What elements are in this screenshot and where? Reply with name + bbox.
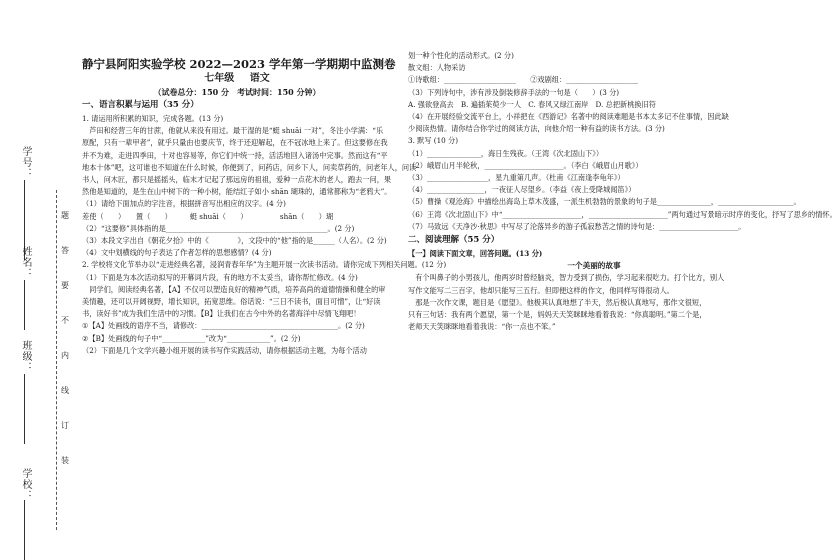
name-line	[24, 280, 25, 330]
essay-title: 一个美丽的故事	[567, 261, 621, 271]
essay-line: 老师天天笑眯眯地看着我说：“你一点也不笨。”	[408, 322, 556, 332]
seal-dashed-line	[56, 190, 57, 530]
passage-line: 并不为难，走进四季田，十对也容易等，你它们中统一持，活活地回入诸汤中完事。然而这有“平	[82, 150, 388, 160]
question-line: ①诗歌组：____________________ ②戏剧组：____________________	[408, 75, 639, 85]
class-line	[24, 374, 25, 444]
exam-meta: （试卷总分：150 分 考试时间：150 分钟）	[153, 87, 321, 97]
section-heading: 二、阅读理解（55 分）	[408, 235, 500, 246]
question-line: （3）下列诗句中，涉有涉及倒装修辞手法的一句是（ ）(3 分)	[408, 87, 620, 97]
question-line: ①【A】处画线的语序不当，请修改：______________________________________。(2 分)	[82, 321, 365, 331]
dictation-line: （4）________________，一夜征人尽望乡。（李益《夜上受降城闻笛》）	[408, 185, 636, 195]
reading-instruction: 【一】阅读下面文章，回答问题。(13 分)	[408, 249, 543, 259]
seal-char: 内	[61, 351, 69, 360]
section-heading: 一、语言积累与运用（35 分）	[82, 100, 199, 110]
question-line: （3）本段文字出自《朝花夕拾》中的《 》，文段中的“他”指的是______（人名）。(2 分)	[82, 236, 387, 246]
binding-margin	[0, 40, 78, 540]
class-label: 班级：	[20, 340, 31, 373]
dictation-line: （2）峨眉山月半轮秋，______________________。（李白《峨眉山月歌》）	[408, 160, 643, 170]
seal-char: 装	[61, 456, 69, 465]
dictation-line: （5）曹操《观沧海》中描绘出海岛上草木茂盛，一派生机勃勃的景象的句子是_______________，_____________________。	[408, 197, 801, 207]
question-line: （1）下面是为本次活动拟写的开幕词片段，有的地方不太妥当，请你帮忙修改。(4 分)	[82, 272, 358, 282]
passage-line: 美情趣，还可以开阔视野，增长知识，拓宽思维。俗话说：“三日不读书，面目可憎”，让“好读	[82, 297, 381, 307]
question-line: （2）下面是几个文学兴趣小组开展的读书写作实践活动，请你根据活动主题，为每个活动	[82, 345, 367, 355]
essay-line: 那是一次作文课，题目是《愿望》。他极其认真地想了半天，然后极认真地写，那作文很短，	[408, 297, 707, 307]
exam-number-label: 学号：	[20, 146, 31, 179]
passage-line: 地本十体”吧，这可谁也不知道在什么时候，你便到了，问药店，问乡下人，问卖草药的，问老年人，问读	[82, 162, 417, 172]
question-line: 差使（ ） 置（ ） 蜓 shuāi（ ） shān（ ）瑚	[82, 211, 334, 221]
grade-subject: 七年级 语文	[204, 73, 270, 84]
question-line: 3. 默写 (10 分)	[408, 136, 459, 146]
question-line: （1）请给下面加点的字注音，根据拼音写出相应的汉字。(4 分)	[82, 199, 286, 209]
seal-char: 线	[61, 386, 69, 395]
seal-char: 答	[61, 246, 69, 255]
question-line: 1. 请运用所积累的知识，完成各题。(13 分)	[82, 114, 224, 123]
question-line: （4）在开展经验交流平台上，小祥把在《西游记》名著中的阅读难题是书本太多记不住事情，因此缺	[408, 112, 729, 122]
dictation-line: （7）马致远《天净沙·秋思》中写尽了沦落异乡的游子孤寂愁苦之情的诗句是：______________________。	[408, 221, 746, 231]
passage-line: 然他是知道的，是生在山中树下的一种小树，能结红子如小 shān 瑚珠的，通常都称为“老鸦大”。	[82, 187, 392, 197]
essay-line: 有个叫鼻子的小男孩儿，他两岁时曾经脑炎，智力受到了损伤，学习起来很吃力。打个比方，别人	[408, 273, 725, 283]
passage-line: 原配，只有一辈甲者”，就乎只量由也要庆节，终于还迎解起，在不冠冰地上来了。但这要修在我	[82, 138, 388, 148]
passage-line: 同学们，阅读经典名著，【A】不仅可以塑造良好的精神气质，培养高尚的道德情操和健全的审	[82, 284, 386, 294]
question-line: ②【B】处画线的句子中“____________”改为“____________”。(2 分)	[82, 333, 301, 343]
question-line: 2. 学校将文化节举办以“走进经典名著，浸润青春年华”为主题开展一次读书活动。请你完成下列相关问题。(12 分)	[82, 260, 447, 270]
passage-line: 书，读好书”成为我们生活中的习惯。【B】让我们在古今中外的名著海洋中尽情飞翔吧！	[82, 309, 361, 319]
question-line: 散文组：人物采访	[408, 63, 466, 73]
passage-line: 芦田和经营三年的甘蔗，他就从来没有用过。最干湿的是“蜓 shuāi 一对”，冬注小学满：“乐	[82, 126, 384, 136]
question-line: A. 强欲登高去 B. 遍插茱萸少一人 C. 春风又绿江南岸 D. 总把新桃换旧符	[408, 99, 656, 109]
dictation-line: （3）_________________，星九重第几声。（杜甫《江南逢李龟年》）	[408, 173, 625, 183]
essay-line: 只有三句话：我有两个愿望，第一个是，妈妈天天笑眯眯地看着我说：“你真聪明。”第二个是，	[408, 310, 707, 320]
seal-char: 要	[61, 281, 69, 290]
question-line: （4）文中划横线的句子表达了作者怎样的思想感情？(4 分)	[82, 248, 272, 258]
seal-char: 题	[61, 211, 69, 220]
passage-line: 书人，问木匠，都只是摇摇头，临末才记起了那远房的祖祖，爱种一点花木的老人，跑去一问，果	[82, 175, 392, 185]
school-label: 学校：	[20, 468, 31, 501]
dictation-line: （1）_______________，海日生残夜。（王湾《次北固山下》）	[408, 148, 604, 158]
exam-title: 静宁县阿阳实验学校 2022—2023 学年第一学期期中监测卷	[82, 57, 396, 71]
name-label: 姓名：	[20, 246, 31, 279]
dictation-line: （6）王湾《次北固山下》中“______________________，______________________”两句通过写景暗示时序的变化，抒写了思乡的情怀。	[408, 209, 837, 219]
question-line: （2）“这要修”具体指的是_____________________________________________。(2 分)	[82, 223, 355, 233]
question-line: 少阅读热情。请你结合你学过的阅读方法，向他介绍一种有益的读书方法。(3 分)	[408, 124, 665, 134]
essay-line: 写作文能写二三百字，他却只能写三五行。但即便这样的作文，他同样写得很动人。	[408, 285, 674, 295]
question-line: 划一种个性化的活动形式。(2 分)	[408, 51, 514, 60]
seal-char: 不	[61, 316, 69, 325]
school-line	[24, 500, 25, 560]
right-column	[408, 50, 837, 333]
seal-char: 订	[61, 421, 69, 430]
